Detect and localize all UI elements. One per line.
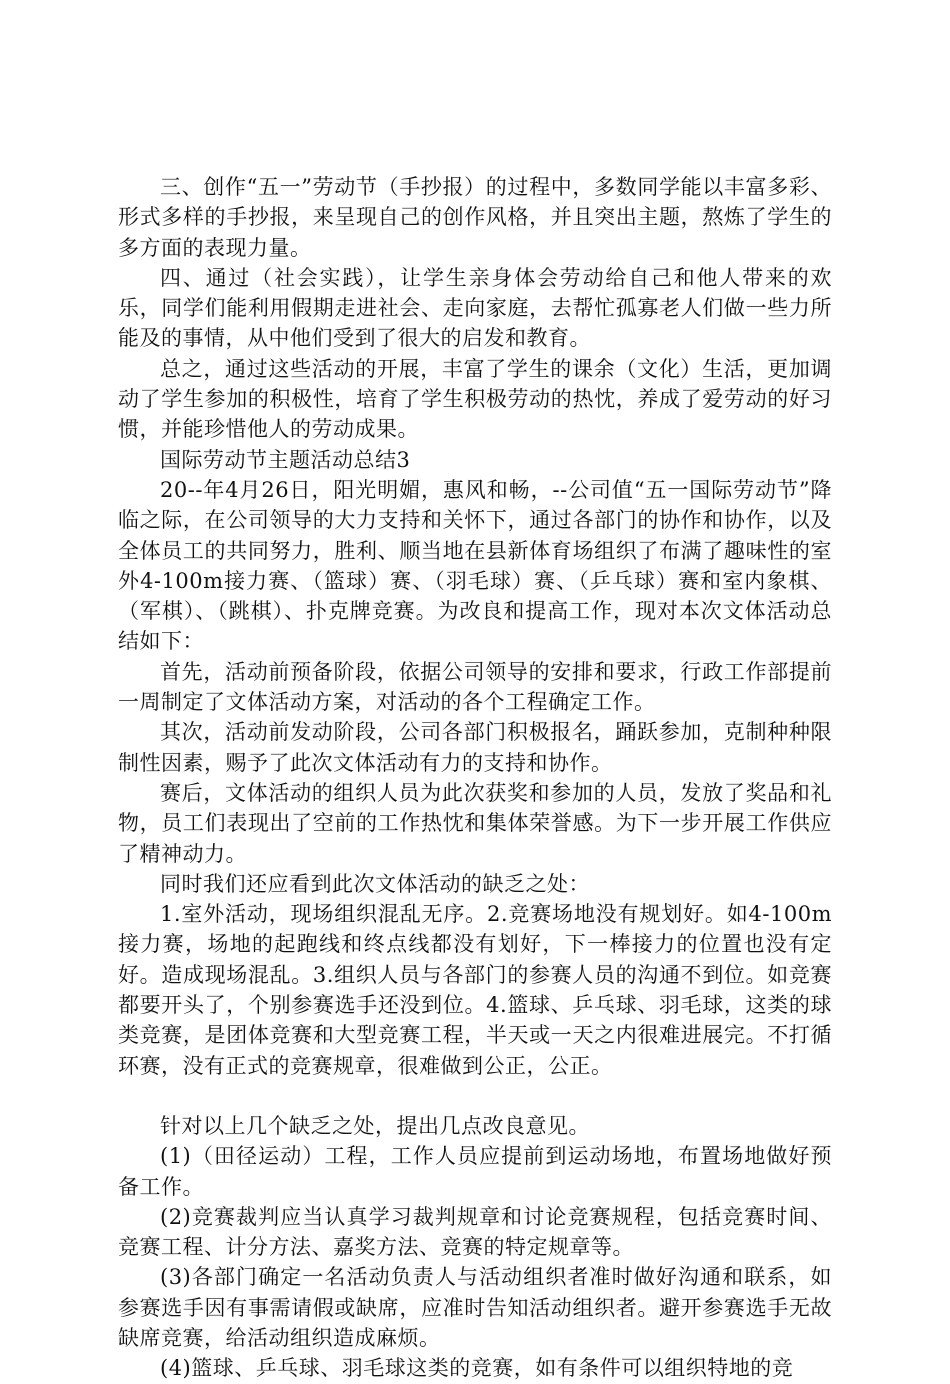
paragraph-second: 其次，活动前发动阶段，公司各部门积极报名，踊跃参加，克制种种限制性因素，赐予了此次文体活动有力的支持和协作。 [118, 720, 832, 775]
section-heading: 国际劳动节主题活动总结3 [160, 447, 411, 472]
paragraph-suggestion-3: (3)各部门确定一名活动负责人与活动组织者准时做好沟通和联系，如参赛选手因有事需请假或缺席，应准时告知活动组织者。避开参赛选手无故缺席竞赛，给活动组织造成麻烦。 [118, 1265, 832, 1350]
paragraph-intro: 20--年4月26日，阳光明媚，惠风和畅，--公司值“五一国际劳动节”降临之际，在公司领导的大力支持和关怀下，通过各部门的协作和协作，以及全体员工的共同努力，胜利、顺当地在县新体育场组织了布满了趣味性的室外4-100m接力赛、（篮球）赛、（羽毛球）赛、（乒乓球）赛和室内象棋、（军棋）、（跳棋）、扑克牌竞赛。为改良和提高工作，现对本次文体活动总结如下： [118, 477, 832, 654]
paragraph-suggestion-4: (4)篮球、乒乓球、羽毛球这类的竞赛，如有条件可以组织特地的竞 [160, 1356, 794, 1381]
document-body [118, 172, 832, 1384]
paragraph-improvement-intro: 针对以上几个缺乏之处，提出几点改良意见。 [160, 1113, 590, 1138]
paragraph-suggestion-1: (1)（田径运动）工程，工作人员应提前到运动场地，布置场地做好预备工作。 [118, 1144, 832, 1199]
paragraph-conclusion: 总之，通过这些活动的开展，丰富了学生的课余（文化）生活，更加调动了学生参加的积极性，培育了学生积极劳动的热忱，养成了爱劳动的好习惯，并能珍惜他人的劳动成果。 [118, 356, 832, 442]
paragraph-section-four: 四、通过（社会实践），让学生亲身体会劳动给自己和他人带来的欢乐，同学们能利用假期走进社会、走向家庭，去帮忙孤寡老人们做一些力所能及的事情，从中他们受到了很大的启发和教育。 [118, 265, 832, 351]
paragraph-shortcomings-intro: 同时我们还应看到此次文体活动的缺乏之处： [160, 871, 590, 896]
paragraph-section-three: 三、创作“五一”劳动节（手抄报）的过程中，多数同学能以丰富多彩、形式多样的手抄报，来呈现自己的创作风格，并且突出主题，熬炼了学生的多方面的表现力量。 [118, 175, 832, 260]
paragraph-suggestion-2: (2)竞赛裁判应当认真学习裁判规章和讨论竞赛规程，包括竞赛时间、竞赛工程、计分方法、嘉奖方法、竞赛的特定规章等。 [118, 1204, 832, 1260]
paragraph-shortcomings-list: 1.室外活动，现场组织混乱无序。2.竞赛场地没有规划好。如4-100m接力赛，场地的起跑线和终点线都没有划好，下一棒接力的位置也没有定好。造成现场混乱。3.组织人员与各部门的参赛人员的沟通不到位。如竞赛都要开头了，个别参赛选手还没到位。4.篮球、乒乓球、羽毛球，这类的球类竞赛，是团体竞赛和大型竞赛工程，半天或一天之内很难进展完。不打循环赛，没有正式的竞赛规章，很难做到公正，公正。 [118, 902, 832, 1078]
paragraph-first: 首先，活动前预备阶段，依据公司领导的安排和要求，行政工作部提前一周制定了文体活动方案，对活动的各个工程确定工作。 [118, 659, 832, 715]
paragraph-after-game: 赛后，文体活动的组织人员为此次获奖和参加的人员，发放了奖品和礼物，员工们表现出了空前的工作热忱和集体荣誉感。为下一步开展工作供应了精神动力。 [118, 780, 832, 866]
